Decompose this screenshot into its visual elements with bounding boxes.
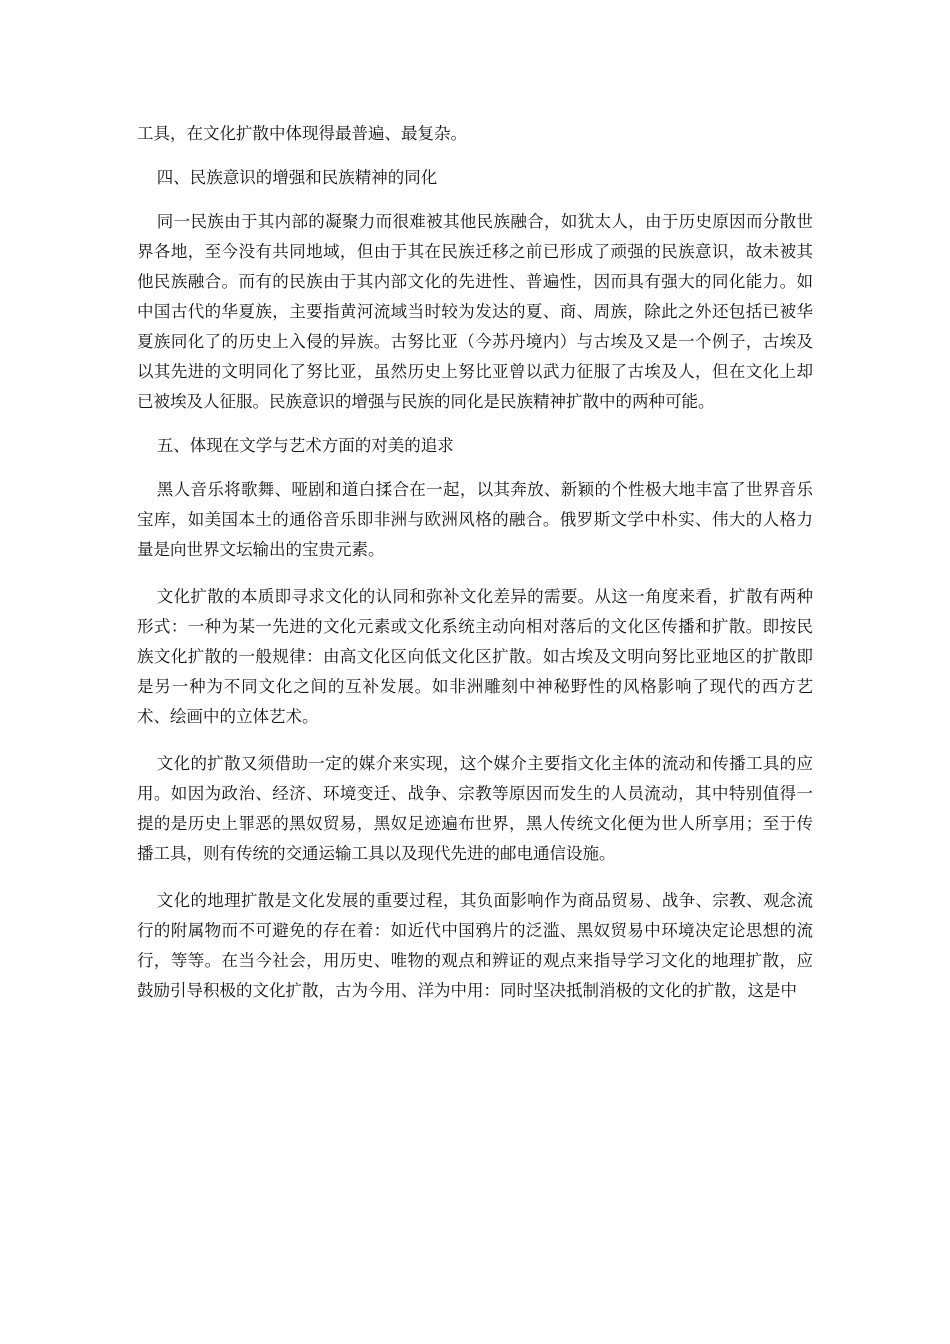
paragraph-diffusion-essence: 文化扩散的本质即寻求文化的认同和弥补文化差异的需要。从这一角度来看，扩散有两种形式：一种为某一先进的文化元素或文化系统主动向相对落后的文化区传播和扩散。即按民族文化扩散的一般规律：由高文化区向低文化区扩散。如古埃及文明向努比亚地区的扩散即是另一种为不同文化之间的互补发展。如非洲雕刻中神秘野性的风格影响了现代的西方艺术、绘画中的立体艺术。 bbox=[137, 587, 813, 726]
paragraph-national-consciousness: 同一民族由于其内部的凝聚力而很难被其他民族融合，如犹太人，由于历史原因而分散世界各地，至今没有共同地域，但由于其在民族迁移之前已形成了顽强的民族意识，故未被其他民族融合。而有的民族由于其内部文化的先进性、普遍性，因而具有强大的同化能力。如中国古代的华夏族，主要指黄河流域当时较为发达的夏、商、周族，除此之外还包括已被华夏族同化了的历史上入侵的异族。古努比亚（今苏丹境内）与古埃及又是一个例子，古埃及以其先进的文明同化了努比亚，虽然历史上努比亚曾以武力征服了古埃及人，但在文化上却已被埃及人征服。民族意识的增强与民族的同化是民族精神扩散中的两种可能。 bbox=[137, 212, 813, 411]
document-body bbox=[137, 119, 813, 1006]
paragraph-geographic-diffusion: 文化的地理扩散是文化发展的重要过程，其负面影响作为商品贸易、战争、宗教、观念流行的附属物而不可避免的存在着：如近代中国鸦片的泛滥、黑奴贸易中环境决定论思想的流行，等等。在当今社会，用历史、唯物的观点和辨证的观点来指导学习文化的地理扩散，应鼓励引导积极的文化扩散，古为今用、洋为中用：同时坚决抵制消极的文化的扩散，这是中 bbox=[137, 891, 813, 1000]
paragraph-diffusion-media: 文化的扩散又须借助一定的媒介来实现，这个媒介主要指文化主体的流动和传播工具的应用。如因为政治、经济、环境变迁、战争、宗教等原因而发生的人员流动，其中特别值得一提的是历史上罪恶的黑奴贸易，黑奴足迹遍布世界，黑人传统文化便为世人所享用；至于传播工具，则有传统的交通运输工具以及现代先进的邮电通信设施。 bbox=[137, 754, 813, 863]
paragraph-black-music: 黑人音乐将歌舞、哑剧和道白揉合在一起，以其奔放、新颖的个性极大地丰富了世界音乐宝库，如美国本土的通俗音乐即非洲与欧洲风格的融合。俄罗斯文学中朴实、伟大的人格力量是向世界文坛输出的宝贵元素。 bbox=[137, 480, 813, 559]
section-heading-5: 五、体现在文学与艺术方面的对美的追求 bbox=[156, 436, 454, 455]
section-heading-4: 四、民族意识的增强和民族精神的同化 bbox=[156, 168, 438, 187]
paragraph-continuation: 工具，在文化扩散中体现得最普遍、最复杂。 bbox=[137, 124, 467, 143]
